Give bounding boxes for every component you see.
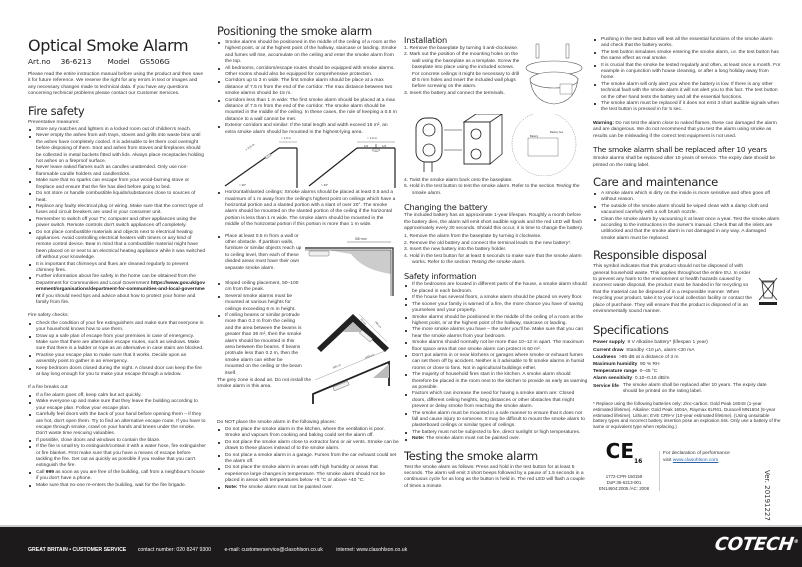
- ce-section: [593, 441, 781, 491]
- list-item: It is crucial that the smoke be tested regularly and often, at least once a month. For example in conjunction with house cleaning, or after a long holiday away from home.: [593, 63, 781, 82]
- step-text: 5. Hold in the test button to test the smoke alarm. Refer to the section: [404, 184, 556, 190]
- list-item: The smoke alarm will only alert you when the battery is low. If there is any other technical fault with the smoke alarm it will not alert you to this fact. The test button on the other hand tests the battery and all the essential functions.: [593, 82, 781, 101]
- gov-link[interactable]: https://www.gov.uk/government/organisations/department-for-communities-and-local-government: [36, 280, 206, 299]
- list-item: The outside of the smoke alarm should be wiped clean with a damp cloth and vacuumed carefully with a soft brush nozzle.: [593, 204, 781, 217]
- list-item: Clean the smoke alarm by vacuuming it at least once a year. Test the smoke alarm according to the instructions in the owner's manual. Check that all the inlets are unblocked and that the smoke alarm is not damaged in any way. A damaged smoke alarm must be replaced.: [593, 217, 781, 243]
- list-item: Do not place the smoke alarm in areas with high humidity or areas that experience large changes in temperature. The smoke alarm should not be placed in areas with temperatures below +5 °C or above +40 °C.: [217, 465, 399, 484]
- safety-heading: Safety information: [404, 271, 477, 282]
- ce-year: 16: [633, 458, 643, 466]
- disposal-heading: Responsible disposal: [593, 248, 707, 263]
- safety-list: [404, 282, 588, 442]
- disposal-section: [593, 264, 781, 317]
- list-item: [404, 436, 588, 442]
- dop-visit-label: visit: [663, 457, 673, 463]
- dop-visit: [663, 458, 730, 464]
- not-label: Do NOT place the smoke alarm in the following places:: [217, 419, 336, 425]
- placement-list: [217, 234, 303, 272]
- dim-label: 1000 cm: [364, 352, 375, 360]
- further-info-text-end: if you should need tips and advice about how to protect your home and family from fire.: [36, 293, 196, 305]
- preventative-label: Preventative measures:: [28, 119, 80, 125]
- step: 3. Insert the new battery into the battery holder.: [404, 247, 507, 253]
- footer-phone: contact number: 020 8247 9300: [137, 547, 211, 553]
- list-item: If the bedrooms are located in different parts of the house, a smoke alarm should be placed in each bedroom.: [404, 282, 588, 295]
- spec-row: [593, 375, 781, 382]
- breaks-list: [28, 393, 206, 489]
- list-item: Practise your escape plan to make sure that it works. Decide upon an assembly point to gather in an emergency.: [28, 353, 206, 366]
- list-item: It is important that chimneys and flues are cleaned regularly to prevent chimney fires.: [28, 262, 206, 275]
- note-text: The smoke alarm must not be painted over.: [424, 436, 520, 442]
- list-item: Remember to switch off your TV, computer and other appliances using the power switch. Remote controls don't switch appliances off completely.: [28, 217, 206, 230]
- footer-email[interactable]: e-mail: customerservice@clasohlson.co.uk: [224, 547, 323, 553]
- step: 1. Remove the baseplate by turning it anti-clockwise.: [404, 46, 519, 51]
- footer-region: GREAT BRITAIN • CUSTOMER SERVICE: [28, 547, 127, 553]
- further-info-text: Further information about fire safety in the home can be obtained from the Department for Communities and Local Government: [36, 274, 196, 286]
- model: GS506G: [139, 57, 170, 66]
- note-label: Note:: [225, 484, 238, 490]
- warning-text: [593, 121, 781, 140]
- preventative-list: [28, 127, 206, 274]
- further-info: [28, 274, 206, 306]
- list-item: Do not place the smoke alarm in the kitchen, where the ventilation is poor. Smoke and vapours from cooking and baking could set the alarm off.: [217, 427, 399, 440]
- step: [404, 184, 588, 197]
- list-item: Do not place combustible materials and objects next to electrical heating appliances. Avoid controlling electrical heaters with timers or any kind of remote control device. Bear in mind that a combustible material might have been placed on or next to an electrical heating appliance while it was switched off without your knowledge.: [28, 230, 206, 262]
- list-item: [28, 274, 206, 306]
- specs-heading: Specifications: [593, 323, 669, 338]
- ce-mark-text: CE: [605, 439, 634, 464]
- checks-list: [28, 321, 206, 379]
- replace-heading: The smoke alarm shall be replaced after 10 years: [593, 145, 767, 155]
- list-item: If the house has several floors, a smoke alarm should be placed on every floor.: [404, 295, 588, 301]
- breaks-label: If a fire breaks out:: [28, 385, 69, 391]
- spec-label: Loudness: [593, 354, 617, 360]
- list-item: [28, 470, 206, 483]
- spec-label: Current draw: [593, 347, 624, 353]
- specs-table: [593, 339, 781, 395]
- dim-label: > 20°: [321, 183, 329, 188]
- list-item: Several smoke alarms must be mounted at various heights for ceilings exceeding 6 m in height.: [217, 294, 303, 313]
- ce-line: DoP:36-6213-001: [606, 480, 642, 485]
- dop-block: [659, 451, 730, 491]
- call-text-end: as soon as you are free of the building, call from a neighbour's house if you don't have a phone.: [36, 469, 205, 482]
- battery-footnote: * Replace using the following batteries only: Zinc-carbon: Gold Peak 1604S (1-year estimated lifetime). Alkaline: Gold Peak 1604A, Raymax 6LR61, Duracell MN1604 (5-year estimated lifetime). Lithium: EVE CR9-V (10-year estimated lifetime). (Using unsuitable battery types and incorrect battery insertion pose an explosion risk. Only use a battery of the same or equivalent type when replacing.): [593, 401, 781, 429]
- footer-contact-line: [28, 547, 419, 553]
- article-info: [28, 57, 206, 67]
- slanted-ceiling-diagrams: [217, 138, 399, 190]
- spec-row: [593, 361, 781, 368]
- column-2: [217, 24, 399, 496]
- ce-mark: [593, 441, 655, 472]
- list-item: Replace any faulty electrical plug or wiring. Make sure that the correct type of fuses and circuit breakers are used in your consumer unit.: [28, 204, 206, 217]
- battery-heading: Changing the battery: [404, 202, 488, 213]
- spec-label: Temperature range: [593, 369, 637, 375]
- list-item: Factors which can increase the need for having a smoke alarm are: Closed doors, different ceiling heights, long distances or other obstacles that might prevent or delay smoke from reaching the smoke alarm.: [404, 391, 588, 410]
- care-list: [593, 191, 781, 242]
- testing-list: [593, 37, 781, 114]
- placement-list-2: [217, 281, 303, 377]
- list-item: Sloped ceiling placement, 50–100 cm from the peak.: [217, 281, 303, 294]
- spec-row: [593, 347, 781, 354]
- step: 2. Mark out the position of the mounting holes on the wall using the baseplate as a template. Screw the baseplate into place using the included screws. For concrete ceilings it might be necessary to drill Ø 5 mm holes and insert the included wall plugs before screwing on the alarm.: [404, 52, 520, 90]
- call-text: Call: [36, 469, 46, 475]
- list-item: Make sure that no sparks can escape from your wood-burning stove or fireplace and ensure that the fire has died before going to bed.: [28, 178, 206, 191]
- spec-value: 0–45 °C: [639, 369, 658, 375]
- list-item: The smoke alarm must be replaced if it does not emit 3 short audible signals when the test button is pressed in for 5 sec.: [593, 101, 781, 114]
- spec-row: [593, 354, 781, 361]
- dim-label: 540 cm: [332, 363, 342, 370]
- spec-row: [593, 368, 781, 375]
- dim-label: 100 cm: [373, 320, 382, 329]
- list-item: Corridors less than 1 m wide: The first smoke alarm should be placed at a max distance of 7.5 m from the end of the corridor. The smoke alarm should be mounted in the middle of the ceiling. In these cases, the rule of keeping a 0.5 m distance to a wall cannot be met.: [217, 98, 399, 124]
- art-label: Art.no: [28, 57, 51, 66]
- model-label: Model: [107, 57, 130, 66]
- step-text: 4. Hold in the test button for at least 5 seconds to make sure that the smoke alarm works. Refer to the section: [404, 253, 582, 266]
- dim-label: 50 cm: [359, 317, 367, 325]
- list-item: Keep bedroom doors closed during the night. A closed door can keep the fire at bay long enough for you to make your escape through a window.: [28, 366, 206, 379]
- list-item: Smoke alarms should normally not be more than 10–12 m apart. The maximum floor space area that one smoke alarm can protect is 60 m².: [404, 340, 588, 353]
- step: 4. Twist the smoke alarm back onto the baseplate.: [404, 178, 513, 183]
- dim-label: > 20°: [239, 183, 247, 188]
- spec-value: 9 V Alkaline battery* (lifespan 1 year): [627, 340, 708, 346]
- dim-label: > 1,0 m: [367, 136, 378, 141]
- list-item: If a fire alarm goes off, keep calm but act quickly.: [28, 393, 206, 399]
- column-1: [28, 37, 206, 494]
- dop-link[interactable]: www.clasohlson.com: [672, 457, 719, 463]
- dim-label: > 0,5 m: [244, 142, 256, 152]
- list-item: Horizontal/slanted ceilings: Smoke alarms should be placed at least 0.5 and a maximum of 1 m away from the ceiling's highest point on ceilings which have a horizontal portion and a slanted portion with a slant of over 20°. The smoke alarm should be mounted on the slanted portion of the ceiling if the horizontal portion is less than 1 m wide. The smoke alarm should be mounted in the middle of the horizontal portion if this portion is more than 1 m wide.: [217, 190, 399, 228]
- fire-safety-heading: Fire safety: [28, 103, 85, 118]
- care-heading: Care and maintenance: [593, 174, 718, 189]
- not-list: [217, 427, 399, 491]
- replace-text: Smoke alarms shall be replaced after 10 years of service. The expiry date should be printed on the rating label.: [593, 156, 776, 168]
- list-item: Exterior corridors and similar: If the total length and width exceed 16 m², an extra smoke alarm should be mounted in the highest-lying area.: [217, 123, 399, 136]
- placement-diagrams: [303, 234, 399, 404]
- spec-value: >85 dB at a distance of 3 m: [618, 354, 679, 360]
- logo-text: COTECH: [713, 534, 795, 555]
- ce-line: EN14604:2005 /AC: 2008: [598, 485, 650, 491]
- column-4: [593, 37, 781, 491]
- battery-label: Battery: [530, 135, 539, 138]
- dim-label: 1/2: [364, 144, 369, 149]
- cotech-logo: [713, 534, 799, 555]
- list-item: Smoke alarms should be positioned in the middle of the ceiling of a room at the highest point, or at the highest point of the hallway, staircase or landing. Smoke and fumes will rise, accumulate on the ceiling and enter the smoke alarm from the top.: [217, 40, 399, 66]
- installation-steps: [404, 46, 522, 111]
- dim-label: < 1,0 m: [281, 136, 292, 141]
- positioning-heading: Positioning the smoke alarm: [217, 24, 372, 38]
- list-item: Wake everyone up and make sure that they leave the building according to your escape plan. Follow your escape plan.: [28, 399, 206, 412]
- installation-heading: Installation: [404, 35, 447, 45]
- list-item: The majority of household fires start in the kitchen. A smoke alarm should therefore be placed in the room next to the kitchen to provide as early as warning as possible.: [404, 372, 588, 391]
- list-item: Corridors up to 3 m wide: The first smoke alarm should be place at a max distance of 7.5 m from the end of the corridor. The max distance between two smoke alarms should be 15 m.: [217, 78, 399, 97]
- grey-zone-note: The grey zone is dead air. Do not install the smoke alarm in this area.: [217, 378, 312, 390]
- note-label: Note:: [412, 436, 425, 442]
- list-item: A smoke alarm which is dirty on the inside is more sensitive and often goes off without reason.: [593, 191, 781, 204]
- positioning-list: [217, 40, 399, 136]
- list-item: If possible, close doors and windows to contain the blaze.: [28, 438, 206, 444]
- dop-text: For declaration of performance: [663, 451, 730, 457]
- list-item: Do not place a smoke alarm in a garage. Fumes from the car exhaust could set the alarm off.: [217, 453, 399, 466]
- dim-label: 1/2: [382, 144, 387, 149]
- ce-block: [593, 441, 655, 491]
- battery-steps: [404, 234, 588, 266]
- list-item: Do not store or handle combustible liquids/substances close to sources of heat.: [28, 191, 206, 204]
- spec-value: 90 % RH: [640, 362, 660, 368]
- spec-value: Standby <10 µA, alarm <30 mA: [626, 347, 695, 353]
- checks-label: Fire safety checks:: [28, 313, 69, 319]
- baseplate-illustration: [522, 42, 586, 114]
- section-ref: Testing the smoke alarm.: [412, 184, 580, 196]
- list-item: The smoke alarm must be mounted in a safe manner to ensure that it does not fall and cause injury to someone. It may be difficult to mount the smoke alarm to plasterboard ceilings or similar types of ceilings.: [404, 411, 588, 430]
- spec-value: 0.10–0.16 dB/m: [634, 376, 670, 382]
- list-item: [217, 485, 399, 491]
- intro-text: Please read the entire instruction manual before using the product and then save it for future reference. We reserve the right for any errors in text or images and any necessary changes made to technical data. If you have any questions concerning technical problems please contact our Customer Services.: [28, 72, 204, 97]
- spec-value: The smoke alarm shall be replaced after 10 years. The expiry date should be printed on the rating label.: [622, 382, 767, 395]
- spec-label: Alarm sensitivity: [593, 376, 633, 382]
- list-item: Place at least 0.5 m from a wall or other obstacle. If partition walls, furniture or similar objects reach up to ceiling level, then each of these divided areas must have their own separate smoke alarm.: [217, 234, 303, 272]
- page-title: Optical Smoke Alarm: [28, 36, 189, 55]
- placement-section: [217, 234, 399, 404]
- note-text: The smoke alarm must not be painted over.: [237, 484, 333, 490]
- list-item: All bedrooms, corridors/escape routes should be equipped with smoke alarms. Other rooms should also be equipped for comprehensive protection.: [217, 66, 399, 79]
- list-item: Smoke alarms should be positioned in the middle of the ceiling of a room at the highest point, or at the highest point of the hallway, staircase or landing.: [404, 315, 588, 328]
- step: 1. Remove the alarm from the baseplate by turning it clockwise.: [404, 234, 542, 240]
- section-ref: Testing the smoke alarm.: [471, 260, 526, 266]
- battery-text: The included battery has an approximate 1-year lifespan. Roughly a month before the battery dies, the alarm will emit short audible signals and the red LED will flash approximately every 30 seconds. Should this occur, it is time to change the battery.: [404, 213, 584, 232]
- list-item: The sooner your family is warned of a fire, the more chance you have of saving yourselves and your property.: [404, 302, 588, 315]
- list-item: Store any matches and lighters in a locked room out of children's reach.: [28, 127, 206, 133]
- footer-website[interactable]: internet: www.clasohlson.co.uk: [336, 547, 408, 553]
- battery-box-label: Battery box: [550, 131, 564, 134]
- column-3: [404, 35, 588, 495]
- warning-body: Do not test the alarm close to naked flames, these can damaged the alarm and are dangerous. We do not recommend that you test the alarm using smoke as results can be misleading if the correct test equipment is not used.: [593, 120, 777, 139]
- step: 3. Insert the battery and connect the terminals.: [404, 90, 505, 96]
- list-item: Never empty the ashes from ash trays, stoves and grills into waste bins until the ashes have completely cooled. It is advisable to let them cool overnight before disposing of them. Soot and ashes from stoves and fireplaces should be collected in metal buckets fitted with lids. Always place receptacles holding hot ashes on a fireproof surface.: [28, 133, 206, 165]
- emergency-number: 999: [45, 469, 54, 475]
- list-item: The battery must not be subjected to fire, direct sunlight or high temperatures.: [404, 430, 588, 436]
- list-item: Check the condition of your fire extinguishers and make sure that everyone in your household knows how to use them.: [28, 321, 206, 334]
- battery-connector-illustration: [404, 114, 588, 176]
- ce-line: 1772-CPR-160159: [605, 474, 643, 480]
- spec-row: [593, 339, 781, 346]
- battery-illustrations: [404, 114, 588, 176]
- placement-text: [217, 233, 312, 404]
- version-label: Ver. 20191227: [763, 470, 771, 521]
- art-no: 36-6213: [60, 57, 92, 66]
- testing-heading: Testing the smoke alarm: [404, 448, 538, 463]
- list-item: Never leave naked flames such as candles unattended. Only use non-flammable candle holders and candlesticks.: [28, 165, 206, 178]
- list-item: Make sure that no-one re-enters the building, wait for the fire brigade.: [28, 483, 206, 489]
- spec-label: Power supply: [593, 340, 625, 346]
- testing-text: Test the smoke alarm as follows: Press and hold in the test button for at least 5 seconds. The alarm will emit 3 short beeps followed by a pause of 1.5 seconds in a continuous cycle for as long as the button is held in. The red LED will flash a couple of times a minute.: [404, 464, 585, 489]
- list-item: If the fire is small try to extinguish/contain it with a water hose, fire extinguisher or fire blanket. First make sure that you have a means of escape before tackling the fire. Get out as quickly as possible if you realise that you can't extinguish the fire.: [28, 444, 206, 470]
- spec-label: Maximum humidity: [593, 362, 638, 368]
- placement-diagram: [303, 234, 399, 404]
- step: [404, 254, 588, 267]
- dim-500mm: 500 mm: [355, 236, 367, 241]
- list-item: Do not place the smoke alarm close to extractor fans or air vents. Smoke can be drawn to these places instead of to the smoke alarm.: [217, 440, 399, 453]
- horizontal-ceiling-list: [217, 190, 399, 228]
- spec-label: Service life: [593, 383, 619, 389]
- list-item: The test button simulates smoke entering the smoke alarm, i.e. the test button has the same effect as real smoke.: [593, 50, 781, 63]
- weee-bin-icon: [757, 276, 779, 306]
- list-item: If ceiling beams or similar protrude more than 0.2 m from the ceiling and the area between the beams is greater than 36 m², then the smoke alarm should be mounted in this area between the beams. If beams protrude less than 0.2 m, then the smoke alarm can either be mounted on the ceiling or the beam itself.: [217, 313, 303, 377]
- footer: [0, 525, 802, 567]
- list-item: Carefully feel doors with the back of your hand before opening them – if they are hot, don't open them. Try to find an alternative escape route. If you have to escape through smoke, crawl on your hands and knees under the smoke. Don't waste time rescuing valuables.: [28, 412, 206, 438]
- installation-top: [404, 46, 588, 114]
- installation-steps-2: [404, 178, 588, 197]
- disposal-text: This symbol indicates that this product should not be disposed of with general household waste. This applies throughout the entire EU. In order to prevent any harm to the environment or health hazards caused by incorrect waste disposal, the product must be handed in for recycling so that the material can be disposed of in a responsible manner. When recycling your product, take it to your local collection facility or contact the place of purchase. They will ensure that the product is disposed of in an environmentally sound manner.: [593, 264, 753, 314]
- step: 2. Remove the old battery and connect the terminal leads to the new battery*.: [404, 240, 572, 246]
- warning-label: Warning:: [593, 120, 615, 126]
- list-item: Pushing in the test button will test all the essential functions of the smoke alarm and check that the battery works.: [593, 37, 781, 50]
- list-item: The more smoke alarms you have – the safer you'll be. Make sure that you can hear the smoke alarms from your bedroom.: [404, 327, 588, 340]
- registered-mark-icon: ®: [793, 539, 799, 545]
- list-item: Don't put alarms in or near kitchens or garages where smoke or exhaust fumes can set them off by accident. Neither is it advisable to fit smoke alarms in humid rooms or close to fans. Not in agricultural buildings either.: [404, 353, 588, 372]
- spec-row: [593, 383, 781, 396]
- list-item: Draw up a safe plan of escape from your premises in case of emergency. Make sure that there are alternative escape routes, such as windows. Make sure that there is a ladder or rope as an alternative in case stairs are blocked.: [28, 334, 206, 353]
